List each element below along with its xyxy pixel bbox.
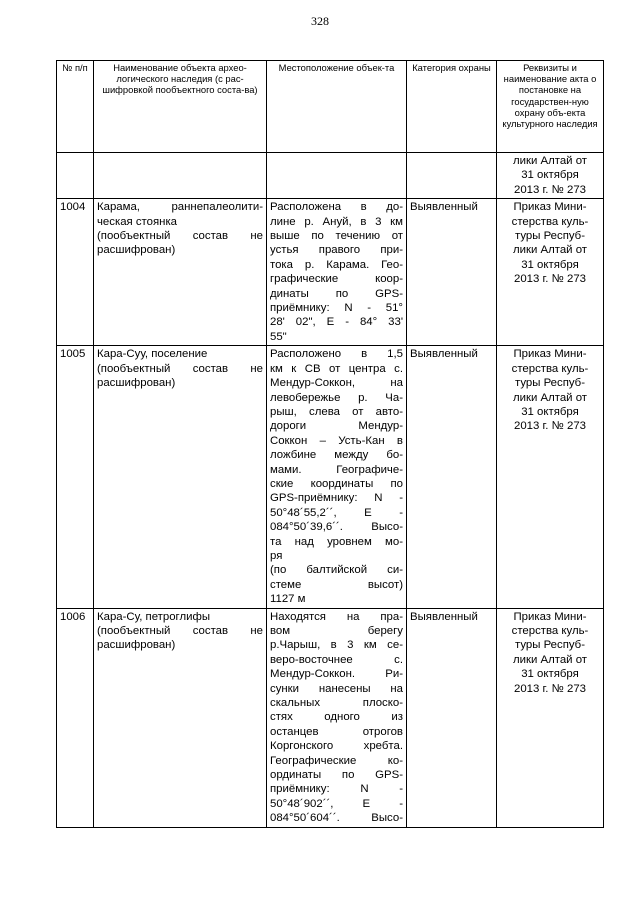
object-name-line: расшифрован) (97, 244, 176, 257)
table-row (57, 346, 604, 608)
object-location-line: 084°50´39,6´´. Высо- (270, 521, 403, 534)
object-location-line: мами. Географиче- (270, 463, 403, 476)
table-row (57, 199, 604, 346)
requisites-line: 31 октября (521, 668, 579, 681)
object-location-line: сунки нанесены на (270, 682, 403, 695)
continuation-name-cell (94, 153, 267, 199)
object-location-line: выше по течению от (270, 230, 403, 243)
continuation-num-cell (57, 153, 94, 199)
object-location-line: вом берегу (270, 625, 403, 637)
object-location-line: ря (270, 549, 283, 562)
object-location-cell (267, 199, 407, 346)
object-location-line: 1127 м (270, 593, 306, 606)
object-location-line: Соккон – Усть-Кан в (270, 434, 403, 447)
object-location-line: Расположена в до- (270, 201, 403, 214)
object-name-line: Кара-Су, петроглифы (97, 610, 211, 623)
object-location-line: лине р. Ануй, в 3 км (270, 215, 403, 228)
object-name-line: (пообъектный состав не (97, 625, 263, 637)
requisites-line: 2013 г. № 273 (514, 183, 586, 196)
object-location-line: стеме высот) (270, 578, 403, 591)
object-location-line: Расположено в 1,5 (270, 348, 403, 361)
object-location-line: та над уровнем мо- (270, 535, 403, 548)
object-location-line: Мендур-Соккон. Ри- (270, 668, 403, 681)
requisites-line: туры Респуб- (514, 230, 586, 243)
header-location: Местоположение объек-та (267, 61, 407, 153)
continuation-category-cell (407, 153, 497, 199)
object-location-line: 28' 02", E - 84° 33' (270, 316, 403, 329)
object-location-line: (по балтийской си- (270, 564, 403, 577)
requisites-line: 2013 г. № 273 (514, 682, 586, 695)
object-location-line: останцев отрогов (270, 725, 403, 738)
object-location-line: динаты по GPS- (270, 287, 403, 300)
object-name-line: расшифрован) (97, 377, 176, 390)
object-category: Выявленный (407, 608, 497, 827)
object-requisites-cell (497, 608, 604, 827)
table-header-row (57, 61, 604, 153)
requisites-line: лики Алтай от (512, 155, 588, 167)
requisites-line: лики Алтай от (512, 244, 588, 257)
header-name: Наименование объекта архео-логического наследия (с рас-шифровкой пообъектного соста-ва) (94, 61, 267, 153)
object-location-line: км к СВ от центра с. (270, 362, 403, 375)
object-location-line: графические коор- (270, 273, 403, 286)
object-location-line: 55" (270, 330, 287, 343)
header-requisites: Реквизиты и наименование акта о постановке на государствен-ную охрану объ-екта культурного наследия (497, 61, 604, 153)
continuation-location-cell (267, 153, 407, 199)
object-name-line: Карама, раннепалеолити- (97, 201, 263, 214)
object-name-line: (пообъектный состав не (97, 230, 263, 243)
requisites-line: 2013 г. № 273 (514, 420, 586, 433)
object-location-line: 50°48´902´´, E - (270, 797, 403, 810)
requisites-line: 31 октября (521, 405, 579, 418)
object-location-line: веро-восточнее с. (270, 653, 403, 666)
object-location-line: р.Чарыш, в 3 км се- (270, 639, 403, 652)
continuation-row (57, 153, 604, 199)
object-location-line: Коргонского хребта. (270, 740, 403, 753)
object-location-line: дороги Мендур- (270, 420, 403, 433)
object-number: 1004 (57, 199, 94, 346)
header-category: Категория охраны (407, 61, 497, 153)
object-location-line: Мендур-Соккон, на (270, 377, 403, 390)
object-location-cell (267, 608, 407, 827)
object-location-line: GPS-приёмнику: N - (270, 492, 403, 505)
header-num: № п/п (57, 61, 94, 153)
page-number: 328 (311, 14, 329, 28)
object-location-line: скальных плоско- (270, 697, 403, 710)
requisites-line: стерства куль- (511, 625, 589, 637)
object-location-line: ские координаты по (270, 477, 403, 490)
requisites-line: туры Респуб- (514, 639, 586, 652)
object-location-line: 084°50´604´´. Высо- (270, 812, 403, 825)
object-location-line: тока р. Карама. Гео- (270, 258, 403, 271)
object-location-line: приёмнику: N - 51° (270, 302, 403, 315)
requisites-line: Приказ Мини- (513, 610, 587, 623)
requisites-line: лики Алтай от (512, 391, 588, 404)
requisites-line: 31 октября (521, 169, 579, 182)
continuation-requisites-cell (497, 153, 604, 199)
object-name-line: расшифрован) (97, 639, 176, 652)
object-location-line: приёмнику: N - (270, 783, 403, 796)
requisites-line: стерства куль- (511, 215, 589, 228)
table-row (57, 608, 604, 827)
heritage-objects-table (56, 60, 604, 828)
object-requisites-cell (497, 346, 604, 608)
object-name-cell (94, 346, 267, 608)
requisites-line: лики Алтай от (512, 653, 588, 666)
object-name-line: (пообъектный состав не (97, 362, 263, 375)
object-number: 1006 (57, 608, 94, 827)
object-location-line: 50°48´55,2´´, E - (270, 506, 403, 519)
object-location-line: рыш, слева от авто- (270, 405, 403, 418)
object-category: Выявленный (407, 346, 497, 608)
object-location-line: Находятся на пра- (270, 610, 403, 623)
requisites-line: Приказ Мини- (513, 348, 587, 361)
requisites-line: туры Респуб- (514, 377, 586, 390)
requisites-line: стерства куль- (511, 362, 589, 375)
object-number: 1005 (57, 346, 94, 608)
requisites-line: 31 октября (521, 258, 579, 271)
object-location-line: устья правого при- (270, 244, 403, 257)
requisites-line: 2013 г. № 273 (514, 273, 586, 286)
object-location-cell (267, 346, 407, 608)
object-category: Выявленный (407, 199, 497, 346)
object-name-cell (94, 608, 267, 827)
object-requisites-cell (497, 199, 604, 346)
object-name-cell (94, 199, 267, 346)
requisites-line: Приказ Мини- (513, 201, 587, 214)
object-location-line: стях одного из (270, 711, 403, 724)
object-name-line: Кара-Суу, поселение (97, 348, 208, 361)
object-location-line: левобережье р. Ча- (270, 391, 403, 404)
object-location-line: Географические ко- (270, 754, 403, 767)
object-location-line: ложбине между бо- (270, 449, 403, 462)
object-name-line: ческая стоянка (97, 215, 178, 228)
object-location-line: ординаты по GPS- (270, 769, 403, 782)
